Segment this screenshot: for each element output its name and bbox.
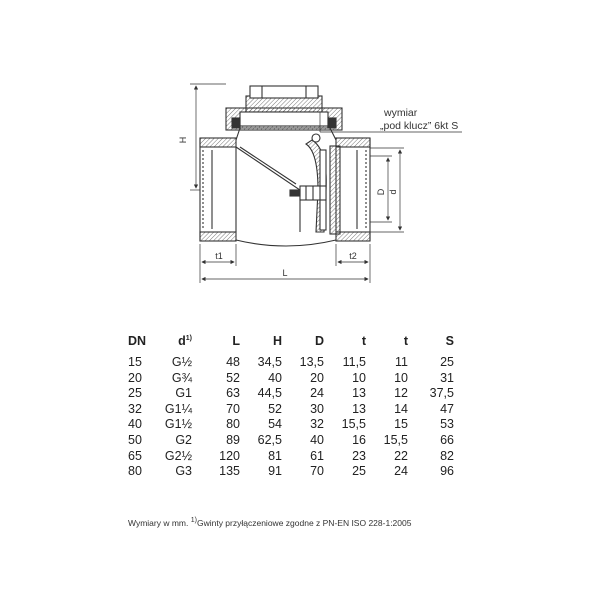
table-cell: 81 [268,448,282,463]
table-cell: G1 [175,386,192,401]
dim-label-t1: t1 [215,251,223,261]
callout-line-2: „pod klucz” 6kt S [380,120,459,132]
table-cell: 23 [352,448,366,463]
table-row [128,449,454,465]
table-cell: 54 [268,417,282,432]
table-cell: 20 [128,370,142,385]
table-cell: G2½ [164,448,192,463]
table-cell: 44,5 [257,386,282,401]
table-cell: 13 [352,386,366,401]
table-cell: G1½ [164,417,192,432]
table-cell: 96 [440,464,454,479]
table-cell: 91 [268,464,282,479]
table-cell: 13,5 [299,355,324,369]
table-row [128,433,454,449]
header-d-thread [160,330,192,352]
table-row [128,371,454,387]
table-cell: 37,5 [429,386,454,401]
table-cell: 10 [352,370,366,385]
header-t1: t [361,334,366,348]
table-cell: 52 [268,401,282,416]
table-cell: 70 [310,464,324,479]
table-cell: 14 [394,401,408,416]
footnote-prefix: Wymiary w mm. [128,517,191,528]
table-cell: 50 [128,432,142,447]
table-cell: 32 [128,401,142,416]
table-cell: 30 [310,401,324,416]
table-cell: 12 [394,386,408,401]
table-cell: 20 [310,370,324,385]
table-cell: G3 [175,464,192,479]
dim-label-l: L [282,268,288,278]
table-cell: 13 [352,401,366,416]
table-cell: 24 [310,386,324,401]
valve-body [200,86,370,246]
header-s: S [445,334,454,348]
table-cell: 25 [440,355,454,369]
table-cell: 80 [226,417,240,432]
table-header-row [128,330,454,352]
table-cell: 10 [394,370,408,385]
table-cell: 25 [128,386,142,401]
header-d-footnote-marker: 1) [185,334,192,342]
table-cell: 40 [310,432,324,447]
table-cell: 11 [395,355,408,369]
dimension-table [128,330,454,480]
table-cell: 34,5 [257,355,282,369]
table-cell: 82 [440,448,454,463]
dim-label-d: d [388,189,398,195]
table-cell: G2 [175,432,192,447]
table-cell: 66 [440,432,454,447]
table-cell: 31 [440,370,454,385]
table-row [128,464,454,480]
table-cell: 61 [310,448,324,463]
table-cell: 52 [226,370,240,385]
table-cell: 15 [128,355,142,369]
table-cell: 22 [394,448,408,463]
callout-line-1: wymiar [384,107,418,119]
table-cell: 25 [352,464,366,479]
header-dn: DN [128,334,147,348]
table-cell: 15 [394,417,408,432]
footnote-marker: 1) [190,517,197,524]
header-d-diameter: D [314,334,324,348]
table-cell: 65 [128,448,142,463]
table-cell: 16 [352,432,366,447]
table-cell: 48 [226,355,240,369]
table-row [128,352,454,371]
table-cell: G1¼ [164,401,192,416]
table-cell: 62,5 [257,432,282,447]
table-cell: 15,5 [341,417,366,432]
dim-label-D: D [376,188,386,196]
dim-label-h: H [178,136,188,144]
table-cell: 11,5 [342,355,366,369]
header-d-label: d [178,334,186,348]
table-cell: 40 [128,417,142,432]
table-cell: 89 [226,432,240,447]
table-cell: 40 [268,370,282,385]
table-cell: 80 [128,464,142,479]
header-t2: t [403,334,408,348]
table-row [128,386,454,402]
footnote [128,517,411,528]
table-cell: G¾ [171,370,192,385]
table-row [128,417,454,433]
footnote-text: Gwinty przyłączeniowe zgodne z PN-EN ISO 228-1:2005 [196,517,412,528]
table-cell: 47 [440,401,454,416]
table-cell: 53 [440,417,454,432]
table-cell: 135 [219,464,240,479]
table-cell: 32 [310,417,324,432]
table-row [128,402,454,418]
table-cell: G½ [171,355,192,369]
table-cell: 70 [226,401,240,416]
header-h: H [272,334,282,348]
table-cell: 15,5 [383,432,408,447]
table-cell: 63 [226,386,240,401]
header-l: L [232,334,240,348]
table-cell: 120 [219,448,240,463]
table-cell: 24 [394,464,408,479]
dim-label-t2: t2 [349,251,357,261]
